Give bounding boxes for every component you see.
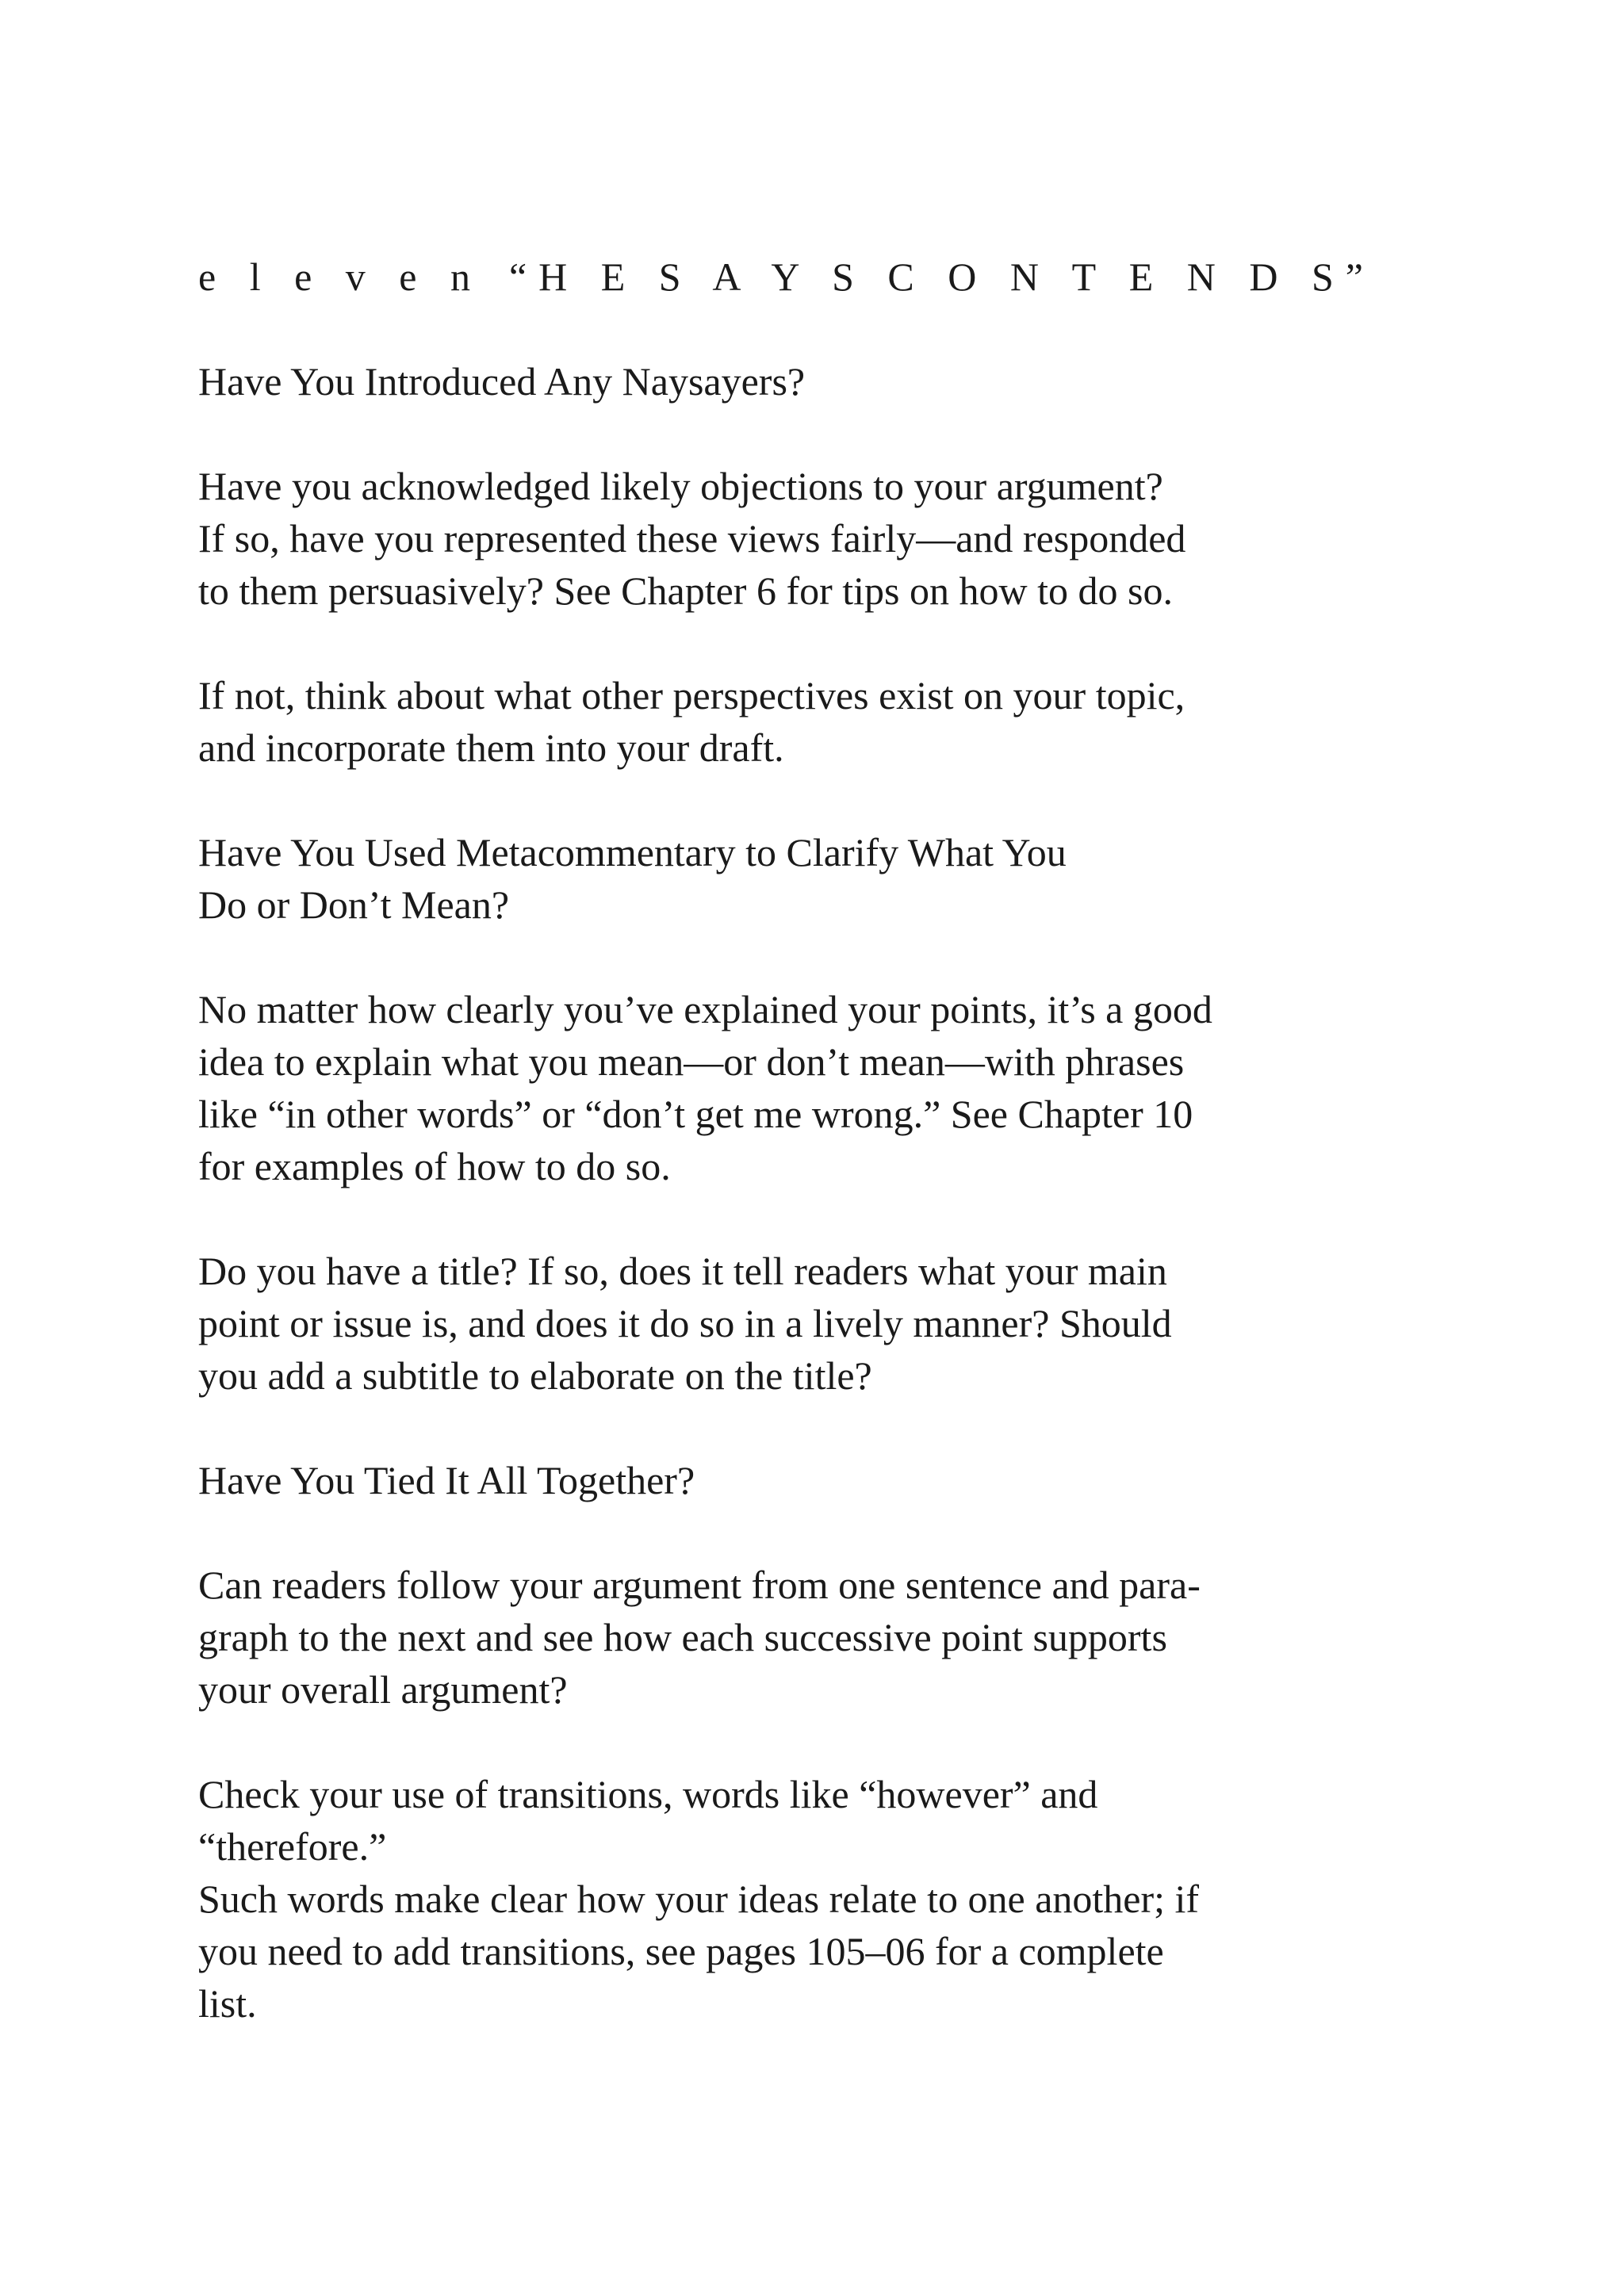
paragraph-line: to them persuasively? See Chapter 6 for tips on how to do so. [198,568,1173,613]
paragraph-line: for examples of how to do so. [198,1144,671,1188]
paragraph-line: graph to the next and see how each successive point supports [198,1615,1167,1659]
paragraph-gap [198,408,1507,460]
paragraph-gap [198,1402,1507,1454]
paragraph-line: Check your use of transitions, words like “however” and [198,1772,1098,1816]
document-text [198,251,1507,2030]
section-heading: Have You Used Metacommentary to Clarify What You [198,830,1067,874]
paragraph-line: No matter how clearly you’ve explained your points, it’s a good [198,987,1212,1031]
paragraph-gap [198,1716,1507,1768]
chapter-heading [198,251,1507,303]
paragraph-line: you add a subtitle to elaborate on the title? [198,1353,872,1398]
paragraph-gap [198,617,1507,669]
paragraph-line: Have you acknowledged likely objections to your argument? [198,464,1163,508]
section-heading: Have You Tied It All Together? [198,1458,695,1502]
chapter-label: e l e v e n [198,254,482,299]
paragraph-gap [198,303,1507,355]
paragraph-gap [198,931,1507,983]
paragraph-line: Such words make clear how your ideas relate to one another; if [198,1877,1200,1921]
paragraph-line: your overall argument? [198,1667,568,1712]
paragraph-line: point or issue is, and does it do so in a lively manner? Should [198,1301,1172,1345]
paragraph-line: list. [198,1981,257,2026]
paragraph-line: you need to add transitions, see pages 105–06 for a complete [198,1929,1164,1973]
paragraph-line: Do you have a title? If so, does it tell readers what your main [198,1249,1167,1293]
section-heading: Do or Don’t Mean? [198,882,510,927]
paragraph-line: Can readers follow your argument from one sentence and para- [198,1563,1201,1607]
paragraph-gap [198,774,1507,826]
section-heading: Have You Introduced Any Naysayers? [198,359,806,404]
paragraph-line: If so, have you represented these views fairly—and responded [198,516,1186,561]
paragraph-line: “therefore.” [198,1824,387,1869]
chapter-title: “H E S A Y S C O N T E N D S” [508,254,1375,299]
paragraph-line: and incorporate them into your draft. [198,725,784,770]
paragraph-gap [198,1192,1507,1245]
paragraph-line: like “in other words” or “don’t get me wrong.” See Chapter 10 [198,1092,1193,1136]
paragraph-line: idea to explain what you mean—or don’t mean—with phrases [198,1039,1185,1084]
paragraph-gap [198,1506,1507,1559]
paragraph-line: If not, think about what other perspectives exist on your topic, [198,673,1185,718]
